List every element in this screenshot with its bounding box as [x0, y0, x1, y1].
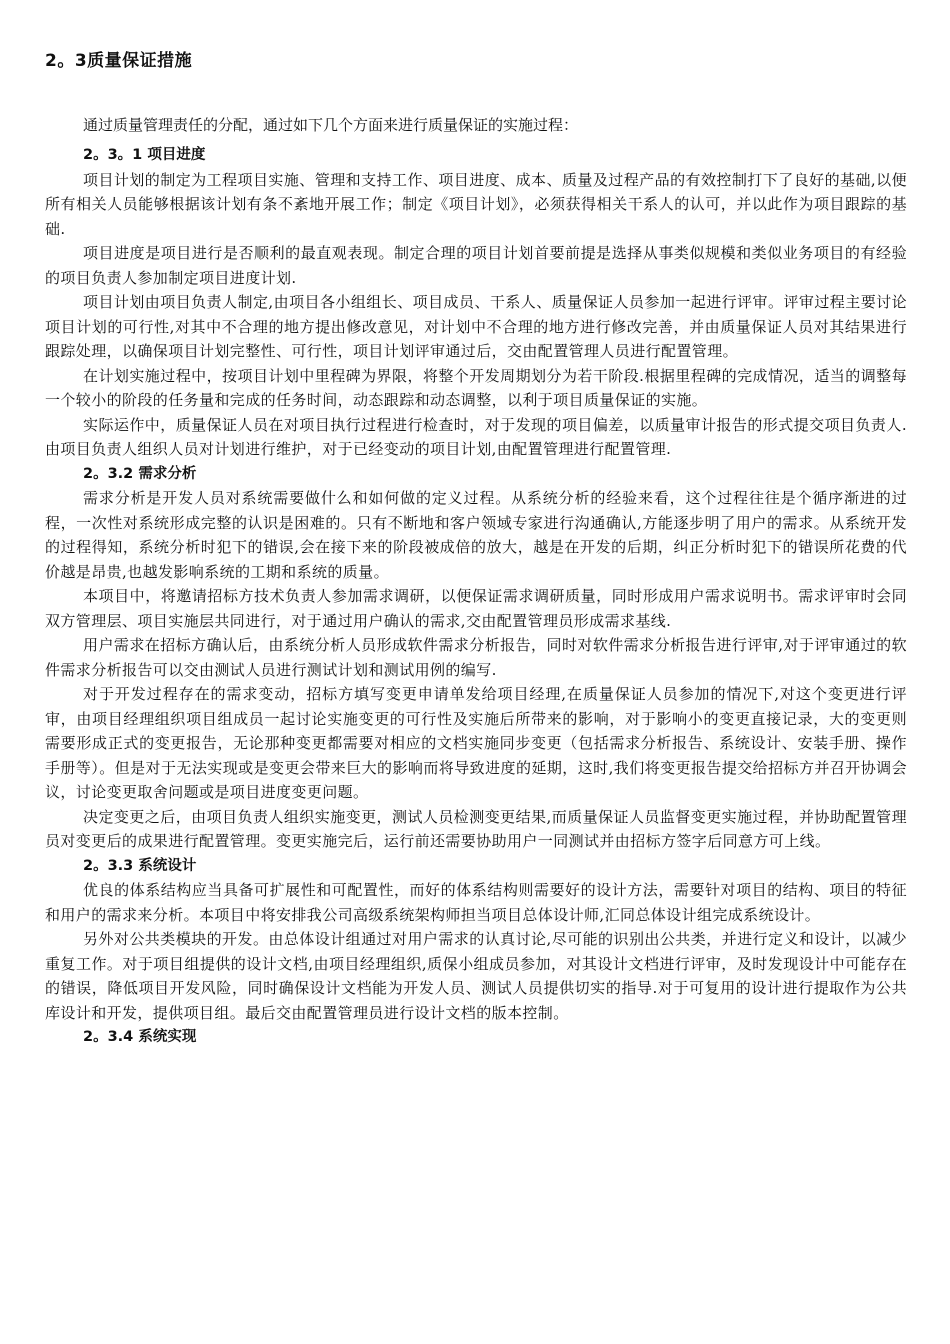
document-body — [45, 143, 907, 1050]
subsection-heading-requirements: 2。3.2 需求分析 — [83, 465, 197, 482]
paragraph: 在计划实施过程中，按项目计划中里程碑为界限，将整个开发周期划分为若干阶段.根据里程碑的完成情况，适当的调整每一个较小的阶段的任务量和完成的任务时间，动态跟踪和动态调整，以利于项目质量保证的实施。 — [45, 366, 907, 409]
paragraph: 优良的体系结构应当具备可扩展性和可配置性，而好的体系结构则需要好的设计方法，需要针对项目的结构、项目的特征和用户的需求来分析。本项目中将安排我公司高级系统架构师担当项目总体设计师,汇同总体设计组完成系统设计。 — [45, 881, 907, 924]
paragraph: 本项目中，将邀请招标方技术负责人参加需求调研，以便保证需求调研质量，同时形成用户需求说明书。需求评审时会同双方管理层、项目实施层共同进行，对于通过用户确认的需求,交由配置管理员形成需求基线. — [45, 587, 907, 630]
paragraph: 实际运作中，质量保证人员在对项目执行过程进行检查时，对于发现的项目偏差，以质量审计报告的形式提交项目负责人.由项目负责人组织人员对计划进行维护，对于已经变动的项目计划,由配置管理进行配置管理. — [45, 415, 907, 458]
subsection-heading-progress: 2。3。1 项目进度 — [83, 147, 206, 163]
paragraph: 项目计划由项目负责人制定,由项目各小组组长、项目成员、干系人、质量保证人员参加一起进行评审。评审过程主要讨论项目计划的可行性,对其中不合理的地方提出修改意见，对计划中不合理的地方进行修改完善，并由质量保证人员对其结果进行跟踪处理，以确保项目计划完整性、可行性，项目计划评审通过后，交由配置管理人员进行配置管理。 — [45, 293, 907, 360]
subsection-heading-design: 2。3.3 系统设计 — [83, 857, 197, 874]
paragraph: 项目进度是项目进行是否顺利的最直观表现。制定合理的项目计划首要前提是选择从事类似规模和类似业务项目的有经验的项目负责人参加制定项目进度计划. — [45, 244, 907, 287]
paragraph: 对于开发过程存在的需求变动，招标方填写变更申请单发给项目经理,在质量保证人员参加的情况下,对这个变更进行评审，由项目经理组织项目组成员一起讨论实施变更的可行性及实施后所带来的影响，对于影响小的变更直接记录，大的变更则需要形成正式的变更报告，无论那种变更都需要对相应的文档实施同步变更（包括需求分析报告、系统设计、安装手册、操作手册等）。但是对于无法实现或是变更会带来巨大的影响而将导致进度的延期，这时,我们将变更报告提交给招标方并召开协调会议，讨论变更取舍问题或是项目进度变更问题。 — [45, 685, 907, 801]
paragraph: 另外对公共类模块的开发。由总体设计组通过对用户需求的认真讨论,尽可能的识别出公共类，并进行定义和设计，以减少重复工作。对于项目组提供的设计文档,由项目经理组织,质保小组成员参加，对其设计文档进行评审，及时发现设计中可能存在的错误，降低项目开发风险，同时确保设计文档能为开发人员、测试人员提供切实的指导.对于可复用的设计进行提取作为公共库设计和开发，提供项目组。最后交由配置管理员进行设计文档的版本控制。 — [45, 930, 907, 1022]
section-title: 2。3质量保证措施 — [45, 51, 193, 71]
subsection-heading-implementation: 2。3.4 系统实现 — [83, 1029, 197, 1045]
paragraph: 需求分析是开发人员对系统需要做什么和如何做的定义过程。从系统分析的经验来看，这个过程往往是个循序渐进的过程，一次性对系统形成完整的认识是困难的。只有不断地和客户领域专家进行沟通确认,方能逐步明了用户的需求。从系统开发的过程得知，系统分析时犯下的错误,会在接下来的阶段被成倍的放大，越是在开发的后期，纠正分析时犯下的错误所花费的代价越是昂贵,也越发影响系统的工期和系统的质量。 — [45, 489, 907, 581]
paragraph: 项目计划的制定为工程项目实施、管理和支持工作、项目进度、成本、质量及过程产品的有效控制打下了良好的基础,以便所有相关人员能够根据该计划有条不紊地开展工作；制定《项目计划》，必须获得相关干系人的认可，并以此作为项目跟踪的基础. — [45, 170, 907, 238]
paragraph: 决定变更之后，由项目负责人组织实施变更，测试人员检测变更结果,而质量保证人员监督变更实施过程，并协助配置管理员对变更后的成果进行配置管理。变更实施完后，运行前还需要协助用户一同测试并由招标方签字后同意方可上线。 — [45, 807, 907, 850]
document-page — [45, 0, 907, 1344]
intro-paragraph: 通过质量管理责任的分配，通过如下几个方面来进行质量保证的实施过程： — [83, 116, 579, 134]
paragraph: 用户需求在招标方确认后，由系统分析人员形成软件需求分析报告，同时对软件需求分析报告进行评审,对于评审通过的软件需求分析报告可以交由测试人员进行测试计划和测试用例的编写. — [45, 636, 907, 679]
